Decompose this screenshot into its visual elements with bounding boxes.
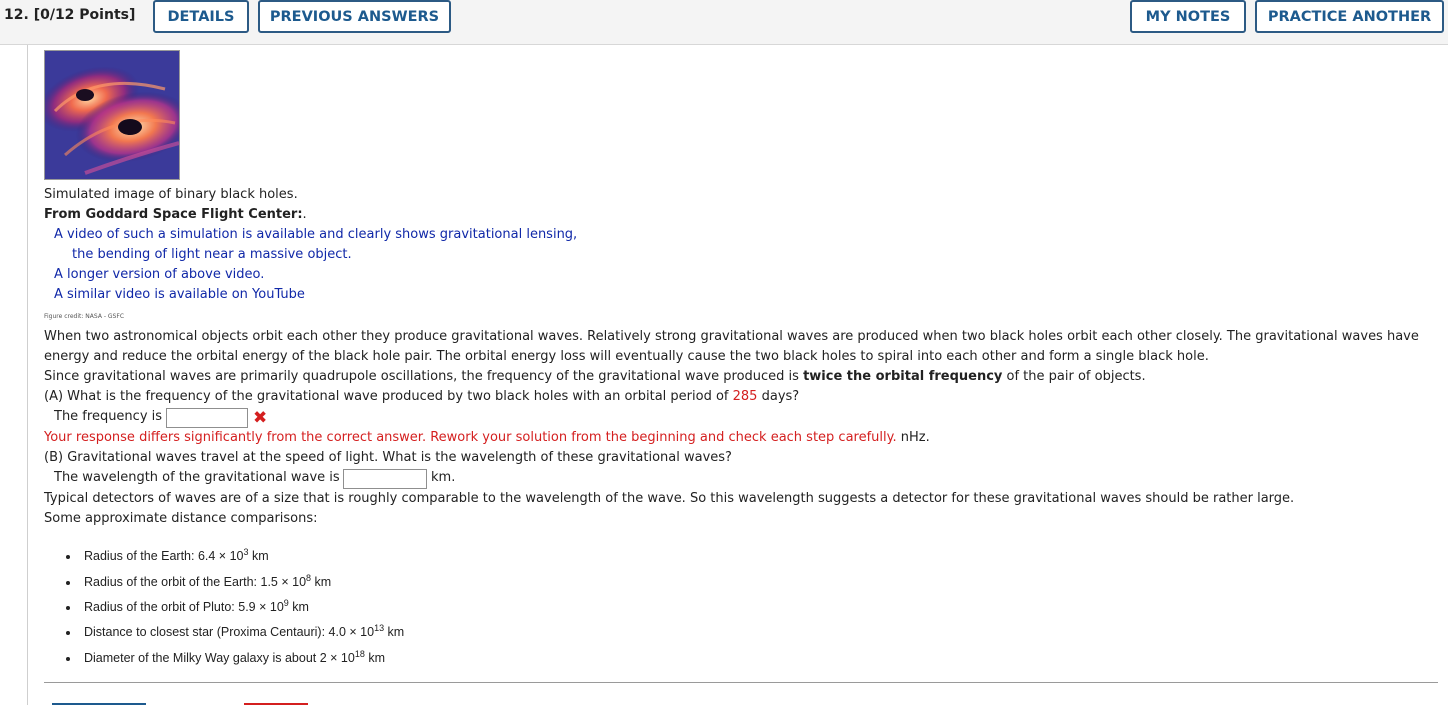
bullet-icon	[66, 657, 70, 661]
detector-paragraph: Typical detectors of waves are of a size that is roughly comparable to the wavelength of the wave. So this wavelength suggests a detector for these gravitational waves should be rather large.	[44, 491, 1295, 506]
answer-feedback: Your response differs significantly from the correct answer. Rework your solution from the beginning and check each step carefully.	[44, 430, 897, 445]
practice-another-button[interactable]: PRACTICE ANOTHER	[1255, 0, 1444, 33]
comparison-text: Distance to closest star (Proxima Centauri): 4.0 × 10	[84, 625, 375, 639]
wavelength-unit: km.	[431, 470, 456, 485]
simulation-video-link-continued[interactable]: the bending of light near a massive object.	[72, 247, 352, 262]
wavelength-input[interactable]	[343, 469, 427, 489]
bullet-icon	[66, 606, 70, 610]
question-title	[4, 7, 135, 23]
quadrupole-sentence	[44, 367, 1146, 387]
wavelength-label: The wavelength of the gravitational wave is	[54, 470, 340, 485]
question-b: (B) Gravitational waves travel at the speed of light. What is the wavelength of these gravitational waves?	[44, 450, 732, 465]
comparison-exponent: 8	[306, 573, 312, 583]
question-a-suffix: days?	[757, 389, 800, 404]
comparison-text: Diameter of the Milky Way galaxy is about 2 × 10	[84, 651, 355, 665]
bullet-icon	[66, 555, 70, 559]
comparison-text: Radius of the orbit of Pluto: 5.9 × 10	[84, 600, 284, 614]
quadrupole-text-pre: Since gravitational waves are primarily quadrupole oscillations, the frequency of the gravitational wave produced is	[44, 369, 804, 384]
incorrect-icon: ✖	[253, 408, 268, 428]
question-points: [0/12 Points]	[33, 7, 136, 23]
comparison-exponent: 18	[354, 649, 365, 659]
comparison-unit: km	[384, 625, 405, 639]
comparison-text: Radius of the Earth: 6.4 × 10	[84, 549, 244, 563]
details-button[interactable]: DETAILS	[153, 0, 249, 33]
simulation-video-link[interactable]: A video of such a simulation is available and clearly shows gravitational lensing,	[54, 227, 578, 242]
section-divider	[44, 682, 1438, 683]
question-header	[0, 0, 1448, 45]
my-notes-button[interactable]: MY NOTES	[1130, 0, 1246, 33]
question-number: 12.	[4, 7, 29, 23]
figure-caption: Simulated image of binary black holes.	[44, 187, 298, 202]
comparison-text: Radius of the orbit of the Earth: 1.5 × 10	[84, 575, 307, 589]
question-a	[44, 387, 799, 407]
previous-answers-button[interactable]: PREVIOUS ANSWERS	[258, 0, 451, 33]
bullet-icon	[66, 631, 70, 635]
quadrupole-text-post: of the pair of objects.	[1002, 369, 1146, 384]
figure-source	[44, 205, 307, 225]
bullet-icon	[66, 581, 70, 585]
source-label: From Goddard Space Flight Center:	[44, 207, 303, 222]
comparison-unit: km	[248, 549, 269, 563]
comparison-exponent: 13	[374, 623, 385, 633]
comparison-exponent: 3	[243, 547, 249, 557]
quadrupole-emphasis: twice the orbital frequency	[803, 369, 1003, 384]
orbital-period-value: 285	[732, 389, 758, 404]
source-suffix: .	[302, 207, 307, 222]
longer-video-link[interactable]: A longer version of above video.	[54, 267, 265, 282]
binary-black-holes-image	[44, 50, 180, 180]
intro-line-2: energy and reduce the orbital energy of the black hole pair. The orbital energy loss will eventually cause the two black holes to spiral into each other and form a single black hole.	[44, 349, 1209, 364]
content-left-rule	[27, 45, 28, 705]
frequency-label: The frequency is	[54, 409, 163, 424]
comparisons-intro: Some approximate distance comparisons:	[44, 511, 318, 526]
comparison-unit: km	[311, 575, 332, 589]
frequency-input[interactable]	[166, 408, 248, 428]
frequency-unit: nHz.	[900, 430, 930, 445]
answer-feedback-line	[44, 428, 930, 448]
youtube-video-link[interactable]: A similar video is available on YouTube	[54, 287, 305, 302]
intro-line-1: When two astronomical objects orbit each other they produce gravitational waves. Relatively strong gravitational waves are produced when two black holes orbit each other closely. The gravitational waves have	[44, 329, 1419, 344]
question-a-text: (A) What is the frequency of the gravitational wave produced by two black holes with an orbital period of	[44, 389, 733, 404]
comparison-unit: km	[288, 600, 309, 614]
comparison-exponent: 9	[283, 598, 289, 608]
figure-credit: Figure credit: NASA - GSFC	[44, 313, 125, 320]
comparison-unit: km	[364, 651, 385, 665]
